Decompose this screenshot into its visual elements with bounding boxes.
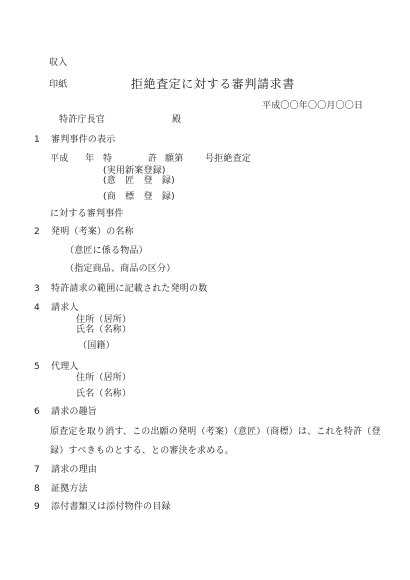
section-7-number: 7 (34, 465, 40, 475)
case-license: 許 (148, 154, 158, 164)
agent-name: 氏名（名称） (76, 389, 132, 399)
document-date: 平成〇〇年〇〇月〇〇日 (262, 101, 364, 111)
section-2-number: 2 (34, 227, 40, 237)
purpose-line-1: 原査定を取り消す、この出願の発明（考案）（意匠）（商標）は、これを特許（登 (50, 427, 381, 437)
section-6-label: 請求の趣旨 (51, 407, 98, 417)
design-item: （意匠に係る物品） (65, 246, 148, 256)
section-2-label: 発明（考案）の名称 (51, 227, 134, 237)
section-6-number: 6 (34, 407, 40, 417)
case-refusal: 号拒絶査定 (205, 154, 252, 164)
document-title: 拒絶査定に対する審判請求書 (131, 77, 295, 91)
case-era: 平成 (50, 154, 69, 164)
case-application-no: 願第 (165, 154, 184, 164)
stamp-label: 印紙 (49, 80, 68, 90)
case-year: 年 (85, 154, 95, 164)
section-5-number: 5 (34, 362, 40, 372)
honorific: 殿 (172, 115, 182, 125)
case-design: (意 匠 登 録) (103, 176, 175, 186)
requester-nationality: （国籍） (78, 341, 115, 351)
section-5-label: 代理人 (51, 362, 79, 372)
requester-name: 氏名（名称） (76, 325, 132, 335)
case-patent: 特 (103, 154, 113, 164)
addressee: 特許庁長官 (59, 115, 106, 125)
trademark-goods: （指定商品、商品の区分） (65, 264, 176, 274)
section-9-number: 9 (34, 502, 40, 512)
section-8-number: 8 (34, 484, 40, 494)
section-7-label: 請求の理由 (51, 465, 98, 475)
section-3-label: 特許請求の範囲に記載された発明の数 (51, 284, 208, 294)
section-8-label: 証拠方法 (51, 484, 88, 494)
requester-address: 住所（居所） (76, 315, 132, 325)
case-trademark: (商 標 登 録) (103, 192, 175, 202)
case-suffix: に対する審判事件 (50, 209, 124, 219)
section-1-number: 1 (34, 135, 40, 145)
agent-address: 住所（居所） (76, 373, 132, 383)
section-3-number: 3 (34, 284, 40, 294)
case-utility-model: (実用新案登録) (103, 166, 166, 176)
section-1-label: 審判事件の表示 (51, 135, 116, 145)
section-4-number: 4 (34, 303, 40, 313)
purpose-line-2: 録）すべきものとする、との審決を求める。 (50, 446, 234, 456)
section-9-label: 添付書類又は添付物件の目録 (51, 502, 171, 512)
receipt-label: 収入 (49, 58, 68, 68)
section-4-label: 請求人 (51, 303, 79, 313)
